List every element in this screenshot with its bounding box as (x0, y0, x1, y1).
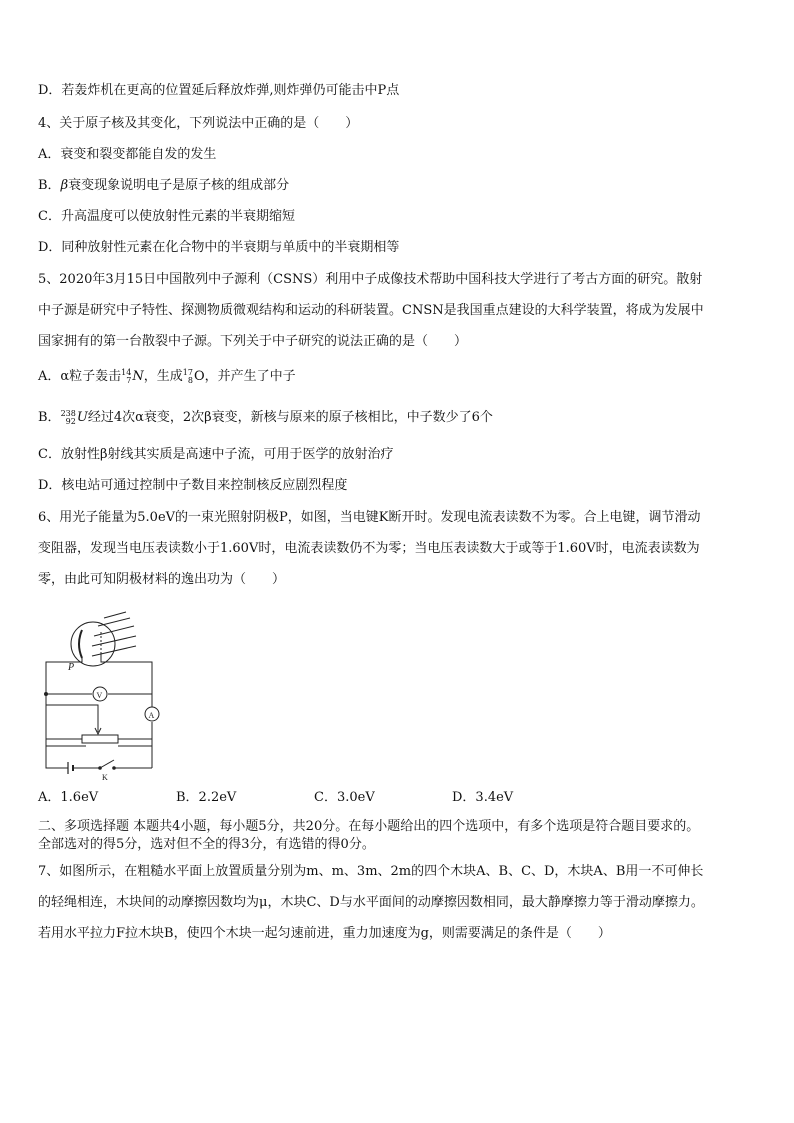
oxygen-nuclide (183, 369, 193, 385)
photoelectric-circuit-diagram (38, 610, 168, 780)
label-a: A (148, 711, 155, 720)
q7-stem-line3: 若用水平拉力F拉木块B，使四个木块一起匀速前进，重力加速度为g，则需要满足的条件是（ ） (38, 926, 611, 941)
q6-option-b: B．2.2eV (176, 790, 237, 805)
q4-stem: 4、关于原子核及其变化，下列说法中正确的是（ ） (38, 116, 359, 131)
q4-option-d: D．同种放射性元素在化合物中的半衰期与单质中的半衰期相等 (38, 240, 400, 255)
o-symbol: O (193, 369, 205, 384)
q5-option-a-prefix: A．α粒子轰击 (38, 369, 122, 384)
q5-stem-line1: 5、2020年3月15日中国散列中子源利（CSNS）利用中子成像技术帮助中国科技大学进行了考古方面的研究。散射 (38, 272, 703, 287)
wire (46, 705, 98, 732)
q5-option-a-mid: ，生成 (143, 369, 183, 384)
nitrogen-nuclide (121, 369, 131, 385)
q6-option-a: A．1.6eV (38, 790, 99, 805)
label-p: P (68, 662, 75, 673)
wire (101, 654, 152, 707)
q6-stem-line1: 6、用光子能量为5.0eV的一束光照射阴极P，如图，当电键K断开时。发现电流表读数不为零。合上电键，调节滑动 (38, 510, 701, 525)
wire (118, 722, 152, 746)
wire (46, 658, 86, 746)
rheostat (82, 735, 118, 743)
section2-heading-line1: 二、多项选择题 本题共4小题，每小题5分，共20分。在每小题给出的四个选项中，有多个选项是符合题目要求的。 (38, 819, 700, 834)
q4-option-c: C．升高温度可以使放射性元素的半衰期缩短 (38, 209, 295, 224)
junction-dot (44, 692, 48, 696)
q5-option-b-rest: 经过4次α衰变，2次β衰变，新核与原来的原子核相比，中子数少了6个 (87, 410, 493, 425)
q4-option-b (38, 177, 289, 195)
u-atomic-number: 92 (65, 416, 76, 426)
q3-option-d: D．若轰炸机在更高的位置延后释放炸弹,则炸弹仍可能击中P点 (38, 83, 400, 98)
light-ray (104, 612, 126, 618)
q5-stem-line2: 中子源是研究中子特性、探测物质微观结构和运动的科研装置。CNSN是我国重点建设的大科学装置，将成为发展中 (38, 303, 704, 318)
q6-stem-line2: 变阻器，发现当电压表读数小于1.60V时，电流表读数仍不为零；当电压表读数大于或等于1.60V时，电流表读数为 (38, 541, 700, 556)
q5-option-b-prefix: B． (38, 410, 61, 425)
q5-option-b (38, 409, 493, 427)
q4-option-b-rest: 衰变现象说明电子是原子核的组成部分 (68, 178, 290, 193)
label-k: K (102, 773, 108, 780)
switch-blade (100, 760, 114, 768)
q6-option-c: C．3.0eV (314, 790, 375, 805)
q4-option-b-prefix: B． (38, 178, 61, 193)
switch-contact (112, 766, 116, 770)
uranium-nuclide (61, 410, 76, 426)
q5-stem-line3: 国家拥有的第一台散裂中子源。下列关于中子研究的说法正确的是（ ） (38, 334, 468, 349)
q5-option-a-rest: ，并产生了中子 (204, 369, 296, 384)
q4-option-a: A．衰变和裂变都能自发的发生 (38, 147, 217, 162)
n-symbol: N (132, 369, 144, 384)
q6-stem-line3: 零，由此可知阴极材料的逸出功为（ ） (38, 572, 286, 587)
u-symbol: U (76, 410, 88, 425)
n-mass-number: 14 (121, 367, 132, 377)
label-v: V (96, 691, 103, 700)
q6-option-d: D．3.4eV (452, 790, 514, 805)
o-atomic-number: 8 (187, 375, 193, 385)
light-ray (94, 626, 134, 636)
section2-heading-line2: 全部选对的得5分，选对但不全的得3分，有选错的得0分。 (38, 837, 375, 852)
q4-option-b-beta: β (60, 178, 69, 193)
q7-stem-line1: 7、如图所示，在粗糙水平面上放置质量分别为m、m、3m、2m的四个木块A、B、C、D，木块A、B用一不可伸长 (38, 864, 704, 879)
photocell-tube (71, 622, 115, 666)
n-atomic-number: 7 (126, 375, 132, 385)
q5-option-d: D．核电站可通过控制中子数目来控制核反应剧烈程度 (38, 478, 348, 493)
o-mass-number: 17 (182, 367, 193, 377)
wire (46, 746, 68, 768)
switch-pivot (98, 766, 102, 770)
cathode-plate (79, 630, 82, 658)
q5-option-c: C．放射性β射线其实质是高速中子流，可用于医学的放射治疗 (38, 447, 394, 462)
u-mass-number: 238 (60, 408, 76, 418)
q7-stem-line2: 的轻绳相连，木块间的动摩擦因数均为μ，木块C、D与水平面间的动摩擦因数相同，最大静摩擦力等于滑动摩擦力。 (38, 895, 704, 910)
q5-option-a (38, 368, 296, 386)
